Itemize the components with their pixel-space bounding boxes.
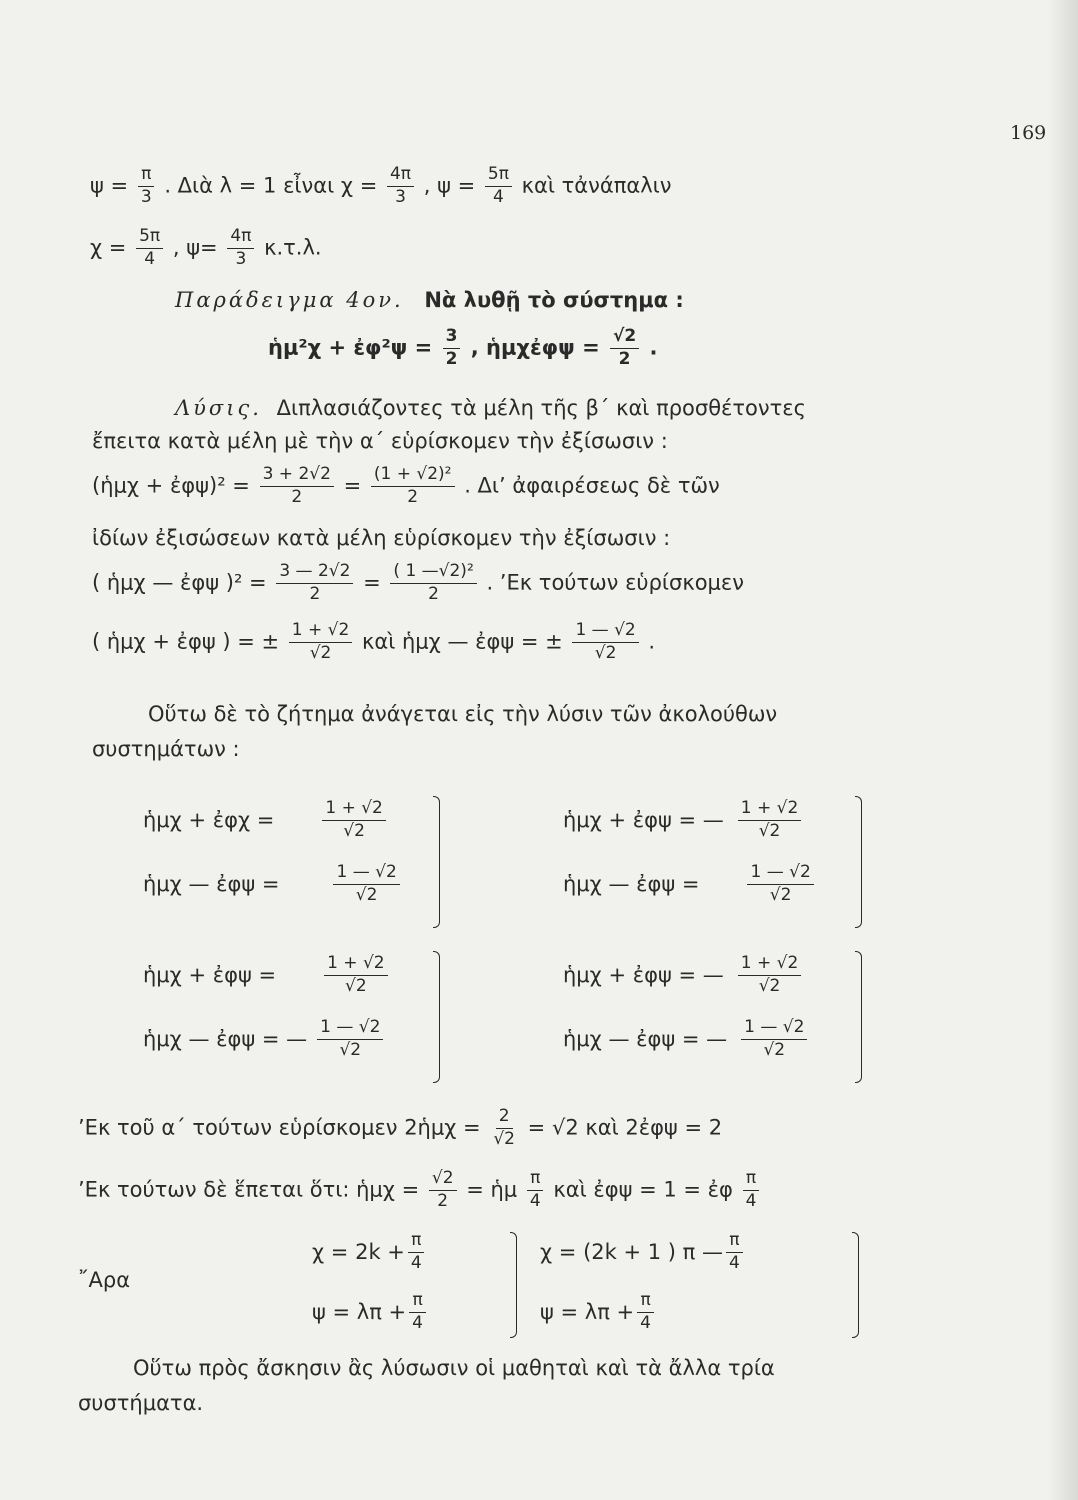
text: = ἡμ	[466, 1177, 518, 1202]
text: χ =	[90, 235, 127, 260]
system-equation	[268, 328, 657, 369]
text: καὶ ἐφψ = 1 = ἐφ	[553, 1177, 733, 1202]
fraction: $\frac{3 — 2√2}{2}$	[276, 563, 353, 604]
tail-line-2	[78, 1170, 762, 1211]
fraction: $\frac{1 — √2}{√2}$	[317, 1019, 383, 1060]
equation-2	[92, 563, 744, 604]
brace	[510, 1232, 517, 1338]
final-system-2	[540, 1232, 870, 1342]
brace	[433, 796, 440, 928]
final-system-1	[298, 1232, 538, 1342]
text-line-2	[90, 228, 322, 269]
text: (ἡμχ + ἐφψ)² =	[92, 473, 250, 498]
fraction: $\frac{\pi}{4}$	[409, 1292, 426, 1333]
solution-line-3: ἰδίων ἐξισώσεων κατὰ μέλη εὑρίσκομεν τὴν ἐξίσωσιν :	[92, 526, 671, 550]
text: =	[343, 473, 362, 498]
text: .	[648, 629, 656, 654]
fraction: $\frac{1 + √2}{√2}$	[322, 800, 386, 841]
text: ἡμχ — ἐφψ = —	[143, 1027, 308, 1052]
brace	[852, 1232, 859, 1338]
text: ’Εκ τοῦ α΄ τούτων εὑρίσκομεν 2ἡμχ =	[78, 1115, 481, 1140]
text: . Δι’ ἀφαιρέσεως δὲ τῶν	[464, 473, 720, 498]
fraction: $\frac{\pi}{4}$	[726, 1232, 743, 1273]
fraction: $\frac{\text{(1 + √2)²}}{2}$	[371, 466, 455, 507]
text: χ = 2k +	[312, 1240, 405, 1265]
page-edge-shadow	[1048, 0, 1078, 1500]
example-task: Νὰ λυθῇ τὸ σύστημα :	[424, 288, 684, 312]
text: Διπλασιάζοντες τὰ μέλη τῆς β΄ καὶ προσθέτοντες	[276, 396, 806, 420]
example-heading	[175, 290, 684, 311]
fraction: $\frac{5\pi}{4}$	[136, 228, 163, 269]
text: , ἡμχἐφψ =	[470, 335, 600, 360]
text: . ’Εκ τούτων εὑρίσκομεν	[486, 570, 744, 595]
text: . Διὰ λ = 1 εἶναι χ =	[164, 173, 378, 198]
fraction: $\frac{\pi}{4}$	[527, 1170, 544, 1211]
text-line-1	[90, 166, 671, 207]
brace	[855, 951, 862, 1083]
closing-line-1: Οὕτω πρὸς ἄσκησιν ἂς λύσωσιν οἱ μαθηταὶ καὶ τὰ ἄλλα τρία	[133, 1356, 775, 1380]
fraction: $\frac{4\pi}{3}$	[227, 228, 254, 269]
system-3	[143, 955, 463, 1085]
equation-1	[92, 466, 720, 507]
fraction: $\frac{1 — √2}{√2}$	[572, 622, 638, 663]
text: ( ἡμχ — ἐφψ )² =	[92, 570, 267, 595]
fraction: $\frac{\pi}{4}$	[408, 1232, 425, 1273]
fraction: $\frac{1 + √2}{√2}$	[289, 622, 353, 663]
fraction: $\frac{1 + √2}{√2}$	[738, 955, 802, 996]
solution-label: Λύσις.	[175, 396, 262, 420]
fraction: $\frac{2}{√2}$	[493, 1106, 515, 1149]
text: , ψ=	[172, 235, 218, 260]
text: .	[649, 335, 658, 360]
brace	[855, 796, 862, 928]
solution-line-4: Οὕτω δὲ τὸ ζήτημα ἀνάγεται εἰς τὴν λύσιν τῶν ἀκολούθων	[148, 702, 778, 726]
fraction: $\frac{√2}{2}$	[429, 1170, 457, 1211]
fraction: $\frac{3}{2}$	[443, 328, 461, 369]
text: καὶ τἀνάπαλιν	[521, 173, 672, 198]
system-2	[563, 800, 883, 930]
fraction: $\frac{1 + √2}{√2}$	[738, 800, 802, 841]
text: ( ἡμχ + ἐφψ ) = ±	[92, 629, 280, 654]
tail-line-1	[78, 1108, 722, 1149]
text: ἡμχ + ἐφχ =	[143, 808, 275, 833]
equation-3	[92, 622, 655, 663]
page-number: 169	[1010, 122, 1047, 144]
system-1	[143, 800, 463, 930]
text: ἡμχ — ἐφψ =	[143, 872, 280, 897]
fraction: $\frac{\pi}{4}$	[637, 1292, 654, 1333]
closing-line-2: συστήματα.	[78, 1391, 204, 1415]
system-4	[563, 955, 883, 1085]
text: ἡμχ — ἐφψ =	[563, 872, 700, 897]
fraction: $\frac{\pi}{4}$	[743, 1170, 760, 1211]
fraction: $\frac{\text{( 1 —√2)²}}{2}$	[390, 563, 476, 604]
ara-label: ῎Αρα	[78, 1268, 131, 1292]
text: ἡμχ + ἐφψ =	[143, 963, 277, 988]
text: κ.τ.λ.	[264, 235, 322, 260]
text: ἡμχ — ἐφψ = —	[563, 1027, 728, 1052]
fraction: $\frac{√2}{2}$	[610, 328, 639, 369]
text: , ψ =	[423, 173, 476, 198]
fraction: $\frac{\pi}{3}$	[138, 166, 155, 207]
text: =	[363, 570, 381, 595]
text: ψ =	[90, 173, 129, 198]
fraction: $\frac{1 — √2}{√2}$	[741, 1019, 807, 1060]
text: ψ = λπ +	[540, 1300, 635, 1325]
fraction: $\frac{4\pi}{3}$	[387, 166, 414, 207]
brace	[433, 951, 440, 1083]
fraction: $\frac{3 + 2√2}{2}$	[260, 466, 334, 507]
solution-line-1	[175, 398, 806, 419]
solution-line-2: ἔπειτα κατὰ μέλη μὲ τὴν α΄ εὑρίσκομεν τὴν ἐξίσωσιν :	[92, 429, 668, 453]
fraction: $\frac{5\pi}{4}$	[485, 166, 512, 207]
text: ἡμχ + ἐφψ = —	[563, 808, 724, 833]
text: χ = (2k + 1 ) π —	[540, 1240, 723, 1265]
text: ψ = λπ +	[312, 1300, 407, 1325]
text: ἡμχ + ἐφψ = —	[563, 963, 724, 988]
fraction: $\frac{1 + √2}{√2}$	[324, 955, 388, 996]
example-title: Παράδειγμα 4ον.	[175, 288, 404, 312]
text: καὶ ἡμχ — ἐφψ = ±	[362, 629, 563, 654]
text: = √2 καὶ 2ἐφψ = 2	[527, 1115, 723, 1140]
fraction: $\frac{1 — √2}{√2}$	[747, 864, 813, 905]
fraction: $\frac{1 — √2}{√2}$	[333, 864, 399, 905]
text: ’Εκ τούτων δὲ ἕπεται ὅτι: ἡμχ =	[78, 1177, 420, 1202]
solution-line-5: συστημάτων :	[92, 737, 240, 761]
text: ἡμ²χ + ἐφ²ψ =	[268, 335, 433, 360]
